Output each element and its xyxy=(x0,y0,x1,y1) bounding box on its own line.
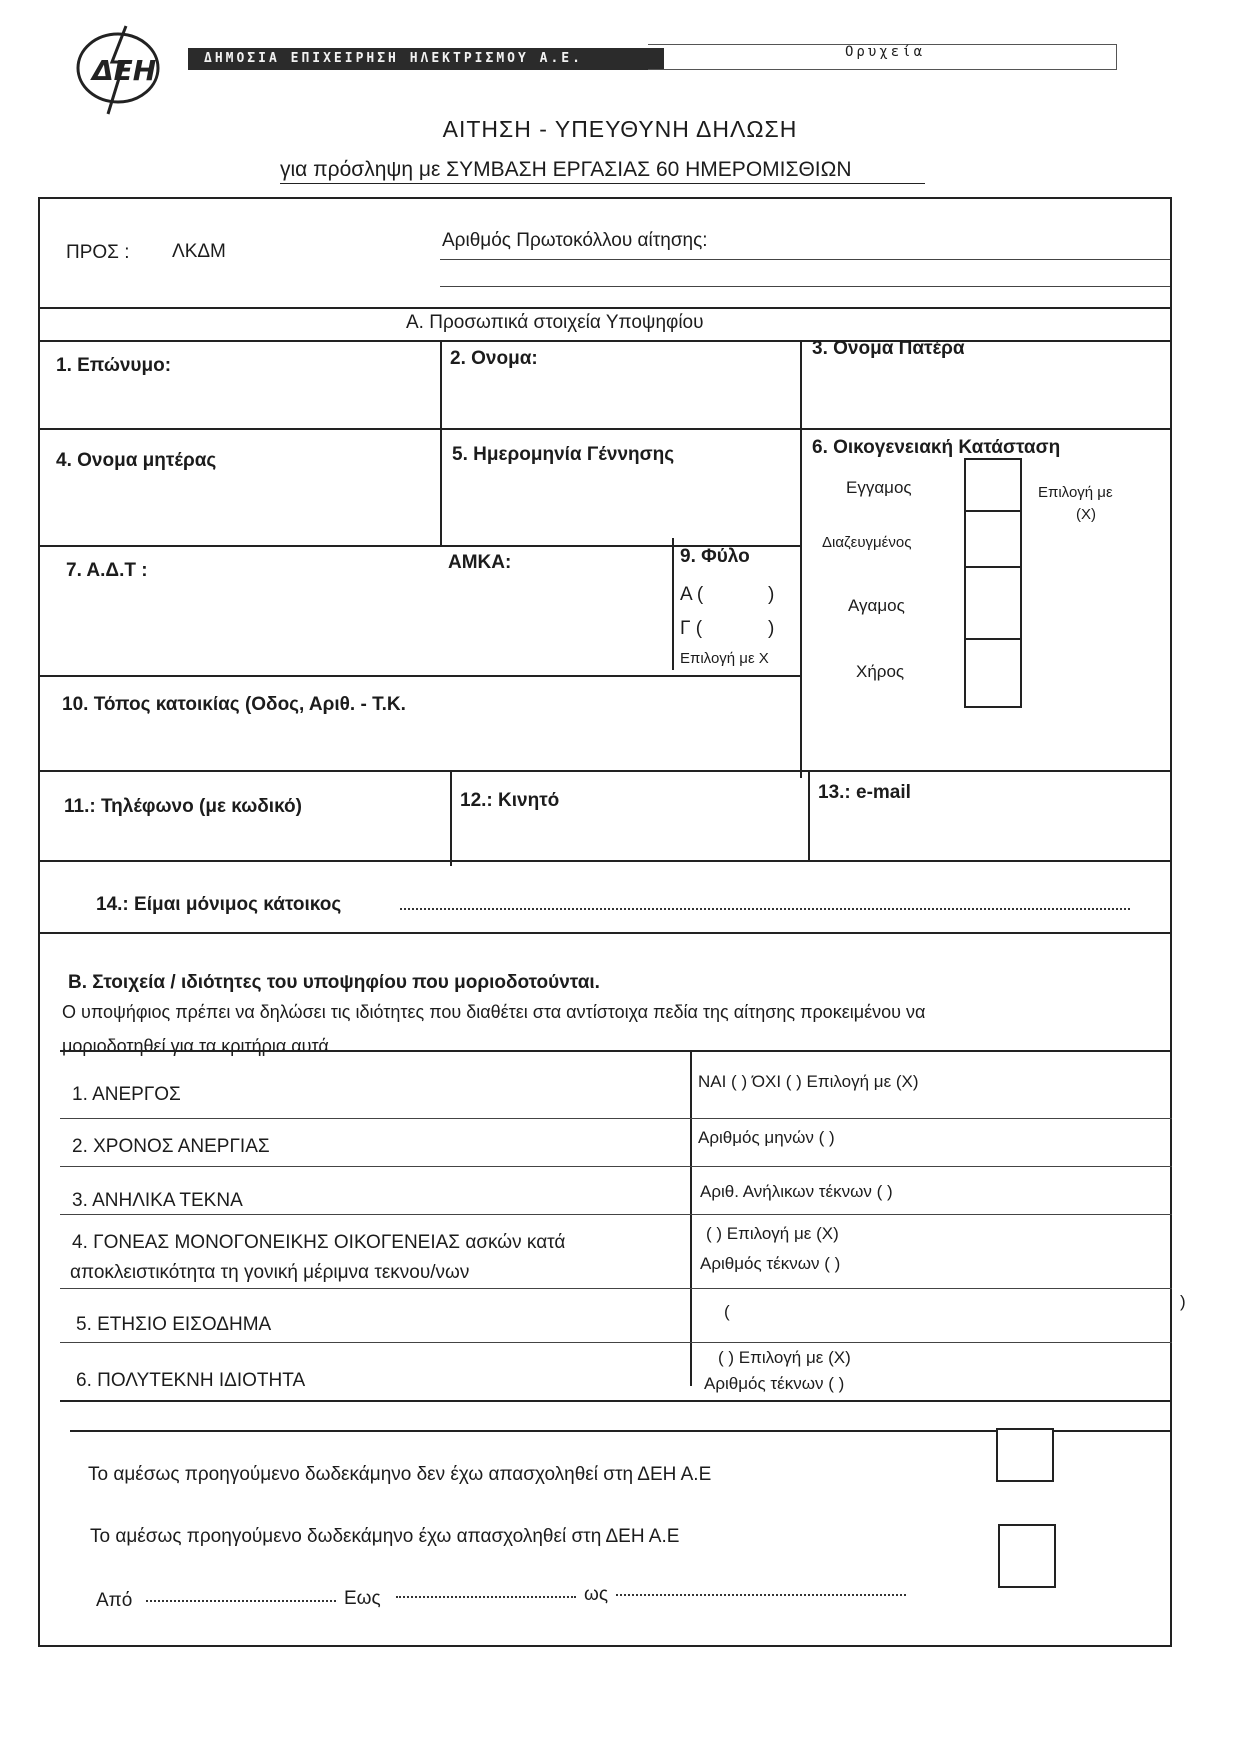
position-field[interactable] xyxy=(616,1590,906,1596)
marital-checkbox-widowed[interactable] xyxy=(964,638,1022,708)
not-employed-checkbox[interactable] xyxy=(996,1428,1054,1482)
frame-right xyxy=(1170,197,1172,1645)
company-banner: ΔΗΜΟΣΙΑ ΕΠΙΧΕΙΡΗΣΗ ΗΛΕΚΤΡΙΣΜΟΥ Α.Ε. xyxy=(188,48,664,70)
dei-logo xyxy=(68,22,168,118)
marital-checkbox-single[interactable] xyxy=(964,566,1022,642)
not-employed-statement: Το αμέσως προηγούμενο δωδεκάμηνο δεν έχω απασχοληθεί στη ΔΕΗ Α.Ε xyxy=(88,1464,712,1485)
criterion-unemployment-duration-label: 2. ΧΡΟΝΟΣ ΑΝΕΡΓΙΑΣ xyxy=(72,1136,270,1157)
department-label: Ορυχεία xyxy=(845,44,926,60)
marital-hint: (Χ) xyxy=(1076,506,1096,523)
form-title: ΑΙΤΗΣΗ - ΥΠΕΥΘΥΝΗ ΔΗΛΩΣΗ xyxy=(442,116,798,142)
criterion-annual-income-close: ) xyxy=(1180,1292,1186,1311)
marital-option-widowed: Χήρος xyxy=(856,662,905,681)
gender-male-option[interactable]: Α ( xyxy=(680,584,704,605)
divider xyxy=(672,538,674,670)
protocol-underline xyxy=(440,259,1170,260)
marital-option-married: Εγγαμος xyxy=(846,478,912,497)
criteria-column-divider xyxy=(690,1050,692,1386)
employed-checkbox[interactable] xyxy=(998,1524,1056,1588)
criterion-single-parent-children[interactable]: Αριθμός τέκνων ( ) xyxy=(700,1254,841,1273)
marital-checkbox-married[interactable] xyxy=(964,458,1022,514)
row-divider xyxy=(60,1288,1172,1289)
frame-left xyxy=(38,197,40,1645)
divider xyxy=(38,675,800,677)
criterion-single-parent-label: 4. ΓΟΝΕΑΣ ΜΟΝΟΓΟΝΕΙΚΗΣ ΟΙΚΟΓΕΝΕΙΑΣ ασκών κατά xyxy=(72,1232,566,1253)
divider xyxy=(440,340,442,545)
section-b-heading: Β. Στοιχεία / ιδιότητες του υποψηφίου που μοριοδοτούνται. xyxy=(68,972,600,993)
row-divider xyxy=(60,1214,1172,1215)
employed-statement: Το αμέσως προηγούμενο δωδεκάμηνο έχω απασχοληθεί στη ΔΕΗ Α.Ε xyxy=(90,1526,680,1547)
subtitle-underline xyxy=(280,183,925,184)
mobile-field[interactable]: 12.: Κινητό xyxy=(460,790,560,811)
row-divider xyxy=(60,1118,1172,1119)
criterion-large-family-children[interactable]: Αριθμός τέκνων ( ) xyxy=(704,1374,845,1393)
logo-text: ΔΕΗ xyxy=(92,54,157,87)
criterion-annual-income-label: 5. ΕΤΗΣΙΟ ΕΙΣΟΔΗΜΑ xyxy=(76,1314,272,1335)
father-name-field[interactable]: 3. Ονομα Πατέρα xyxy=(812,338,965,359)
from-date-field[interactable] xyxy=(146,1596,336,1602)
marital-hint: Επιλογή με xyxy=(1038,484,1113,501)
criterion-annual-income-open[interactable]: ( xyxy=(724,1302,730,1321)
amka-field[interactable]: ΑΜΚΑ: xyxy=(448,552,512,573)
protocol-field-line[interactable] xyxy=(440,286,1170,287)
divider xyxy=(38,860,1170,862)
to-label: ΠΡΟΣ : xyxy=(66,242,130,263)
divider xyxy=(38,307,1170,309)
email-field[interactable]: 13.: e-mail xyxy=(818,782,911,803)
address-field[interactable]: 10. Τόπος κατοικίας (Οδος, Αριθ. - Τ.Κ. xyxy=(62,694,406,715)
permanent-resident-dotted-line xyxy=(400,904,1130,910)
frame-top xyxy=(38,197,1170,199)
row-divider xyxy=(60,1166,1172,1167)
criterion-minor-children-label: 3. ΑΝΗΛΙΚΑ ΤΕΚΝΑ xyxy=(72,1190,243,1211)
criterion-unemployed-label: 1. ΑΝΕΡΓΟΣ xyxy=(72,1084,181,1105)
divider xyxy=(800,340,802,778)
protocol-number-label: Αριθμός Πρωτοκόλλου αίτησης: xyxy=(442,230,708,251)
divider xyxy=(38,428,1170,430)
criterion-unemployed-answer[interactable]: ΝΑΙ ( ) ΌΧΙ ( ) Επιλογή με (Χ) xyxy=(698,1072,919,1091)
divider xyxy=(808,770,810,860)
divider xyxy=(38,932,1170,934)
from-label: Από xyxy=(96,1590,133,1611)
as-label: ως xyxy=(584,1584,608,1605)
first-name-field[interactable]: 2. Ονομα: xyxy=(450,348,538,369)
criterion-minor-children-answer[interactable]: Αριθ. Ανήλικων τέκνων ( ) xyxy=(700,1182,893,1201)
section-b-intro: μοριοδοτηθεί για τα κριτήρια αυτά. xyxy=(62,1036,334,1056)
frame-bottom xyxy=(38,1645,1172,1647)
divider xyxy=(38,770,1170,772)
divider xyxy=(60,1050,1172,1052)
to-value: ΛΚΔΜ xyxy=(172,241,226,262)
gender-female-option[interactable]: Γ ( xyxy=(680,618,703,639)
id-card-field[interactable]: 7. Α.Δ.Τ : xyxy=(66,560,148,581)
divider xyxy=(450,770,452,866)
criterion-large-family-answer[interactable]: ( ) Επιλογή με (Χ) xyxy=(718,1348,851,1367)
phone-field[interactable]: 11.: Τηλέφωνο (με κωδικό) xyxy=(64,796,302,817)
section-a-heading: Α. Προσωπικά στοιχεία Υποψηφίου xyxy=(406,312,704,333)
marital-option-single: Αγαμος xyxy=(848,596,905,615)
surname-field[interactable]: 1. Επώνυμο: xyxy=(56,355,172,376)
criterion-single-parent-label: αποκλειστικότητα τη γονική μέριμνα τεκνου/νων xyxy=(70,1262,470,1283)
form-subtitle: για πρόσληψη με ΣΥΜΒΑΣΗ ΕΡΓΑΣΙΑΣ 60 ΗΜΕΡΟΜΙΣΘΙΩΝ xyxy=(280,158,852,181)
divider xyxy=(60,1400,1172,1402)
section-b-intro: Ο υποψήφιος πρέπει να δηλώσει τις ιδιότητες που διαθέτει στα αντίστοιχα πεδία της αίτησης προκειμένου να xyxy=(62,1002,926,1022)
marital-option-divorced: Διαζευγμένος xyxy=(822,534,912,551)
divider xyxy=(38,340,1170,342)
criterion-single-parent-answer[interactable]: ( ) Επιλογή με (Χ) xyxy=(706,1224,839,1243)
to-date-field[interactable] xyxy=(396,1592,576,1598)
permanent-resident-field[interactable]: 14.: Είμαι μόνιμος κάτοικος xyxy=(96,894,342,915)
to-label: Εως xyxy=(344,1588,381,1609)
mother-name-field[interactable]: 4. Ονομα μητέρας xyxy=(56,450,217,471)
criterion-large-family-label: 6. ΠΟΛΥΤΕΚΝΗ ΙΔΙΟΤΗΤΑ xyxy=(76,1370,306,1391)
gender-hint: Επιλογή με Χ xyxy=(680,650,769,667)
gender-label: 9. Φύλο xyxy=(680,546,750,567)
gender-bracket-close: ) xyxy=(768,584,775,605)
gender-bracket-close: ) xyxy=(768,618,775,639)
birth-date-field[interactable]: 5. Ημερομηνία Γέννησης xyxy=(452,444,675,465)
criterion-unemployment-duration-answer[interactable]: Αριθμός μηνών ( ) xyxy=(698,1128,835,1147)
row-divider xyxy=(60,1342,1172,1343)
marital-status-label: 6. Οικογενειακή Κατάσταση xyxy=(812,437,1061,458)
marital-checkbox-divorced[interactable] xyxy=(964,510,1022,570)
